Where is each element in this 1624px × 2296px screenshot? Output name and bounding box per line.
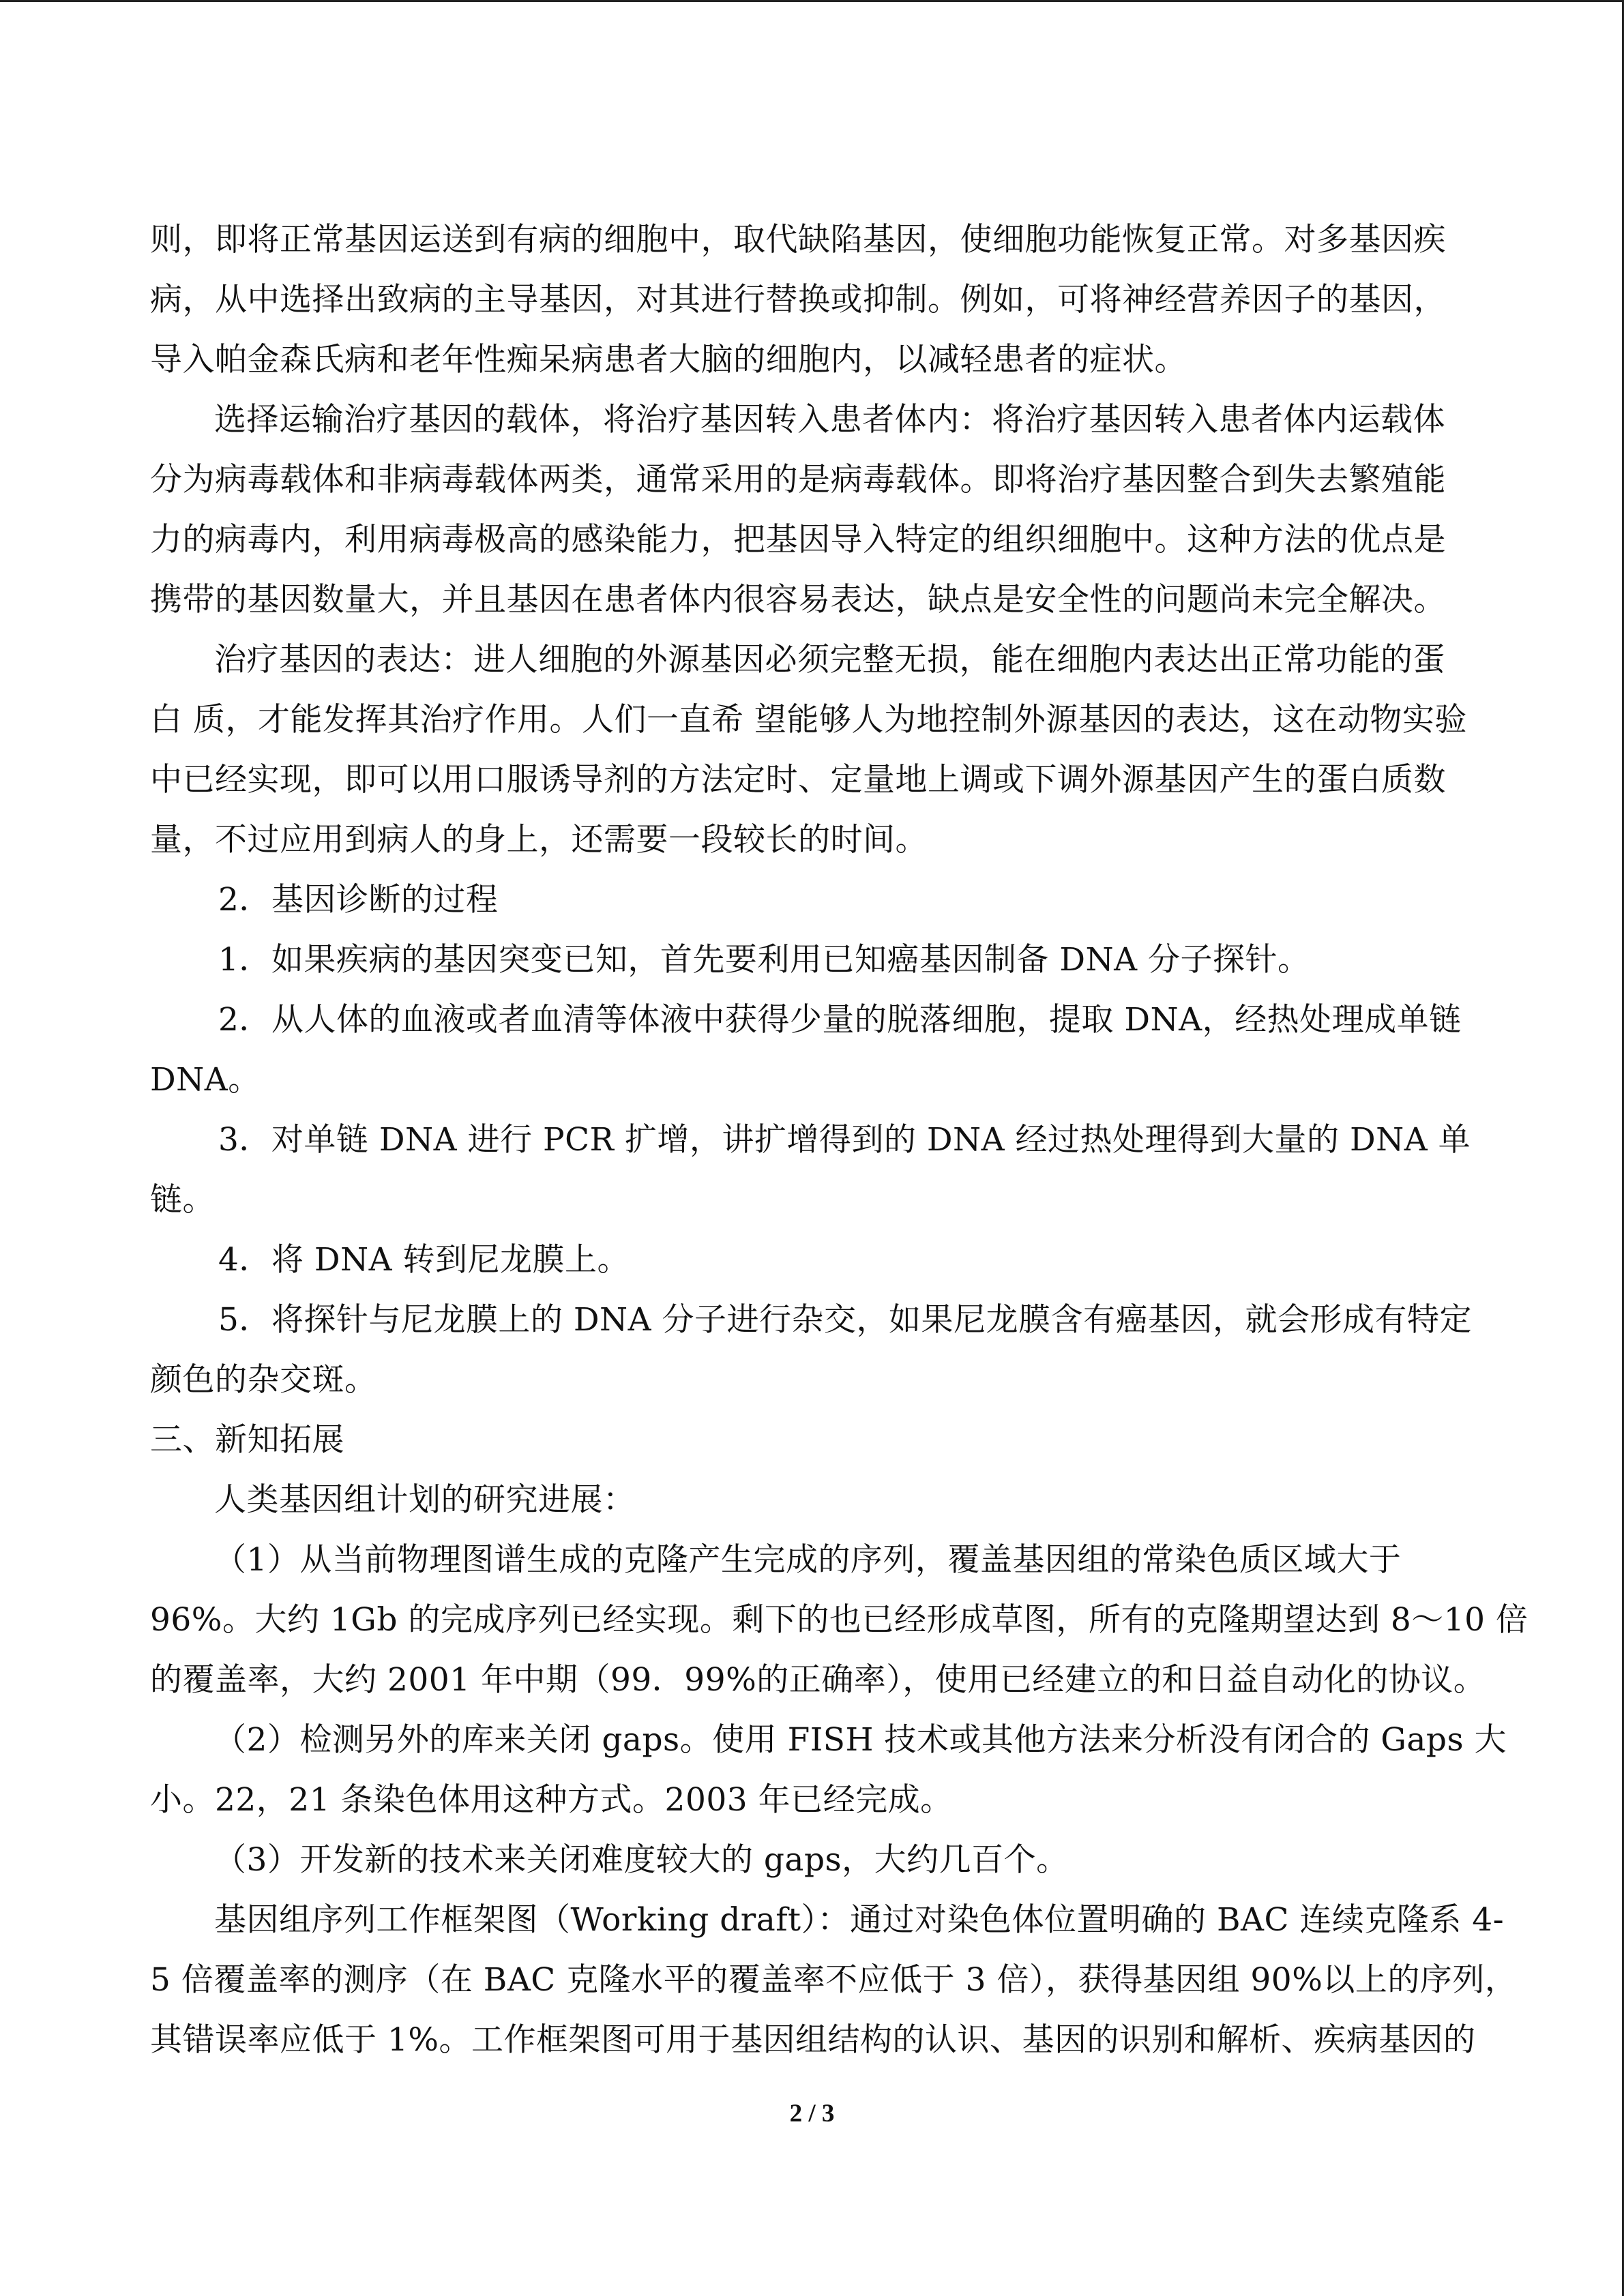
list-item: 4．将 DNA 转到尼龙膜上。 (218, 1241, 630, 1279)
text-line: 病，从中选择出致病的主导基因，对其进行替换或抑制。例如，可将神经营养因子的基因， (150, 281, 1446, 318)
text-line: 力的病毒内，利用病毒极高的感染能力，把基因导入特定的组织细胞中。这种方法的优点是 (150, 521, 1446, 558)
list-item: 3．对单链 DNA 进行 PCR 扩增，讲扩增得到的 DNA 经过热处理得到大量的 DNA 单 (218, 1121, 1471, 1159)
list-item: （1）从当前物理图谱生成的克隆产生完成的序列，覆盖基因组的常染色质区域大于 (214, 1541, 1402, 1579)
text-line: 96%。大约 1Gb 的完成序列已经实现。剩下的也已经形成草图，所有的克隆期望达到 8～10 倍 (150, 1601, 1529, 1639)
text-line: 量，不过应用到病人的身上，还需要一段较长的时间。 (150, 821, 928, 859)
list-item: 1．如果疾病的基因突变已知，首先要利用已知癌基因制备 DNA 分子探针。 (218, 941, 1310, 979)
text-line: 分为病毒载体和非病毒载体两类，通常采用的是病毒载体。即将治疗基因整合到失去繁殖能 (150, 461, 1446, 498)
page-top-border (0, 0, 1624, 2)
text-line: 5 倍覆盖率的测序（在 BAC 克隆水平的覆盖率不应低于 3 倍），获得基因组 90%以上的序列， (150, 1961, 1518, 1999)
text-line: 导入帕金森氏病和老年性痴呆病患者大脑的细胞内，以减轻患者的症状。 (150, 341, 1187, 378)
text-line: DNA。 (150, 1061, 261, 1099)
list-item: （2）检测另外的库来关闭 gaps。使用 FISH 技术或其他方法来分析没有闭合的 Gaps 大 (214, 1721, 1507, 1759)
text-line: 颜色的杂交斑。 (150, 1361, 377, 1399)
section-heading: 2．基因诊断的过程 (218, 881, 499, 919)
text-line: 治疗基因的表达：进人细胞的外源基因必须完整无损，能在细胞内表达出正常功能的蛋 (214, 641, 1445, 679)
text-line: 其错误率应低于 1%。工作框架图可用于基因组结构的认识、基因的识别和解析、疾病基因的 (150, 2021, 1476, 2059)
text-line: 的覆盖率，大约 2001 年中期（99．99%的正确率），使用已经建立的和日益自动化的协议。 (150, 1661, 1486, 1699)
list-item: 2．从人体的血液或者血清等体液中获得少量的脱落细胞，提取 DNA，经热处理成单链 (218, 1001, 1462, 1039)
list-item: 5．将探针与尼龙膜上的 DNA 分子进行杂交，如果尼龙膜含有癌基因，就会形成有特定 (218, 1301, 1473, 1339)
section-heading: 三、新知拓展 (150, 1421, 344, 1459)
text-line: 链。 (150, 1181, 215, 1219)
text-line: 小。22，21 条染色体用这种方式。2003 年已经完成。 (150, 1781, 953, 1819)
text-line: 基因组序列工作框架图（Working draft）：通过对染色体位置明确的 BAC 连续克隆系 4- (214, 1901, 1505, 1939)
text-line: 中已经实现，即可以用口服诱导剂的方法定时、定量地上调或下调外源基因产生的蛋白质数 (150, 761, 1446, 799)
document-body (150, 210, 1529, 2070)
text-line: 携带的基因数量大，并且基因在患者体内很容易表达，缺点是安全性的问题尚未完全解决。 (150, 581, 1446, 618)
page-number: 2 / 3 (789, 2100, 835, 2128)
text-line: 人类基因组计划的研究进展： (214, 1481, 636, 1519)
text-line: 白 质，才能发挥其治疗作用。人们一直希 望能够人为地控制外源基因的表达，这在动物实验 (150, 701, 1467, 739)
list-item: （3）开发新的技术来关闭难度较大的 gaps，大约几百个。 (214, 1841, 1069, 1879)
text-line: 则，即将正常基因运送到有病的细胞中，取代缺陷基因，使细胞功能恢复正常。对多基因疾 (150, 221, 1446, 258)
text-line: 选择运输治疗基因的载体，将治疗基因转入患者体内：将治疗基因转入患者体内运载体 (214, 401, 1445, 438)
